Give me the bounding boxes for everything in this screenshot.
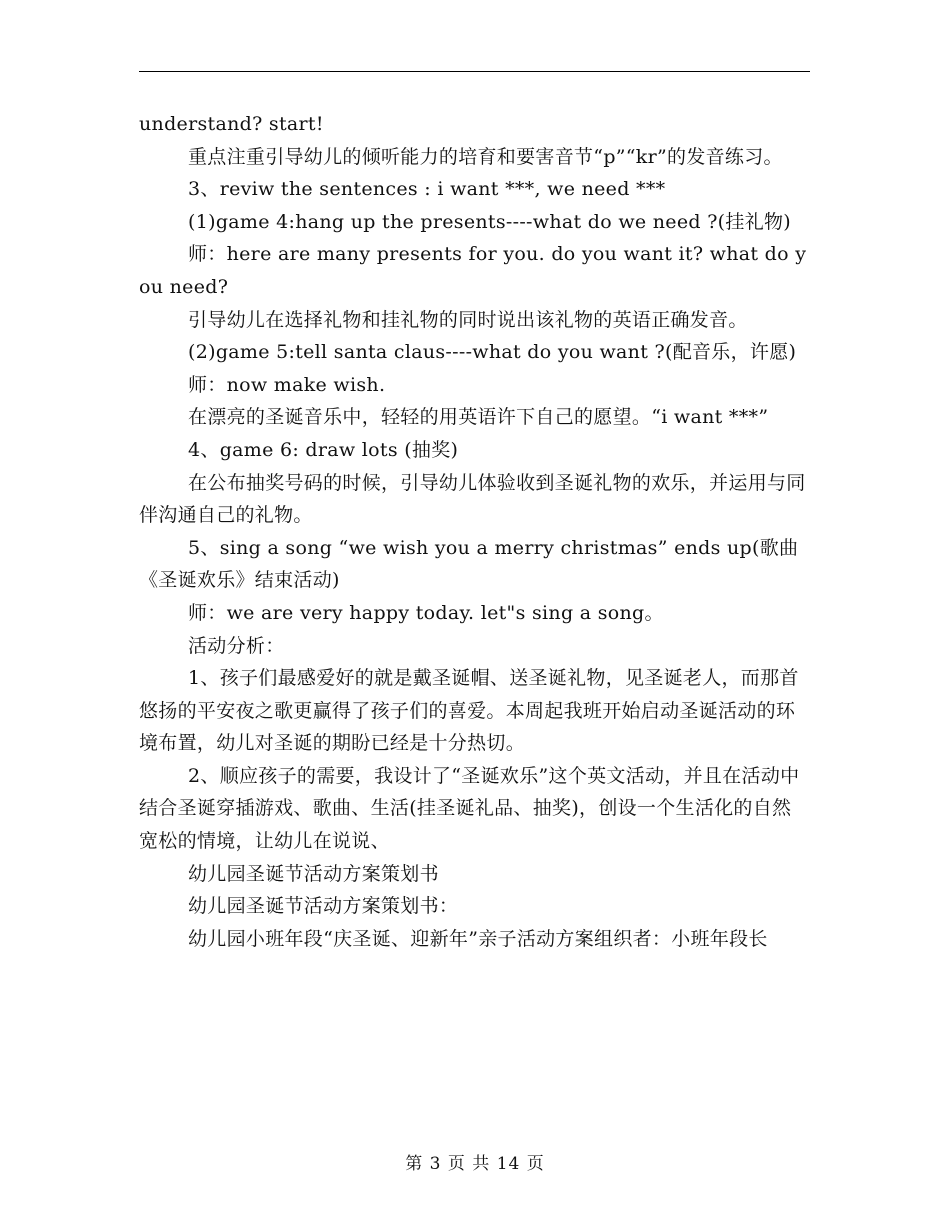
paragraph-7: (2)game 5:tell santa claus----what do you want ?(配音乐，许愿) (188, 341, 797, 364)
paragraph-6: 引导幼儿在选择礼物和挂礼物的同时说出该礼物的英语正确发音。 (188, 308, 748, 331)
paragraph-10: 4、game 6: draw lots (抽奖) (188, 438, 459, 461)
paragraph-13: 师：we are very happy today. let"s sing a song。 (188, 601, 664, 624)
paragraph-1: understand? start! (139, 113, 324, 135)
paragraph-9: 在漂亮的圣诞音乐中，轻轻的用英语许下自己的愿望。“i want ***” (188, 406, 769, 429)
paragraph-2: 重点注重引导幼儿的倾听能力的培育和要害音节“p”“kr”的发音练习。 (188, 145, 783, 168)
document-body (139, 108, 810, 955)
page-number-footer: 第 3 页 共 14 页 (405, 1154, 545, 1174)
paragraph-19: 幼儿园小班年段“庆圣诞、迎新年”亲子活动方案组织者：小班年段长 (188, 927, 768, 950)
paragraph-14: 活动分析： (188, 634, 285, 657)
paragraph-5: 师：here are many presents for you. do you want it? what do you need? (139, 243, 807, 298)
paragraph-3: 3、reviw the sentences : i want ***, we need *** (188, 178, 666, 201)
paragraph-18: 幼儿园圣诞节活动方案策划书： (188, 895, 459, 918)
paragraph-4: (1)game 4:hang up the presents----what do we need ?(挂礼物) (188, 210, 792, 233)
header-rule (139, 71, 810, 72)
paragraph-15: 1、孩子们最感爱好的就是戴圣诞帽、送圣诞礼物，见圣诞老人，而那首悠扬的平安夜之歌更赢得了孩子们的喜爱。本周起我班开始启动圣诞活动的环境布置，幼儿对圣诞的期盼已经是十分热切。 (139, 667, 799, 755)
paragraph-8: 师：now make wish. (188, 373, 386, 396)
paragraph-11: 在公布抽奖号码的时候，引导幼儿体验收到圣诞礼物的欢乐，并运用与同伴沟通自己的礼物。 (139, 471, 806, 527)
paragraph-12: 5、sing a song “we wish you a merry christmas” ends up(歌曲《圣诞欢乐》结束活动) (139, 536, 799, 592)
paragraph-16: 2、顺应孩子的需要，我设计了“圣诞欢乐”这个英文活动，并且在活动中结合圣诞穿插游戏、歌曲、生活(挂圣诞礼品、抽奖)，创设一个生活化的自然宽松的情境，让幼儿在说说、 (139, 764, 800, 853)
paragraph-17: 幼儿园圣诞节活动方案策划书 (188, 862, 439, 885)
